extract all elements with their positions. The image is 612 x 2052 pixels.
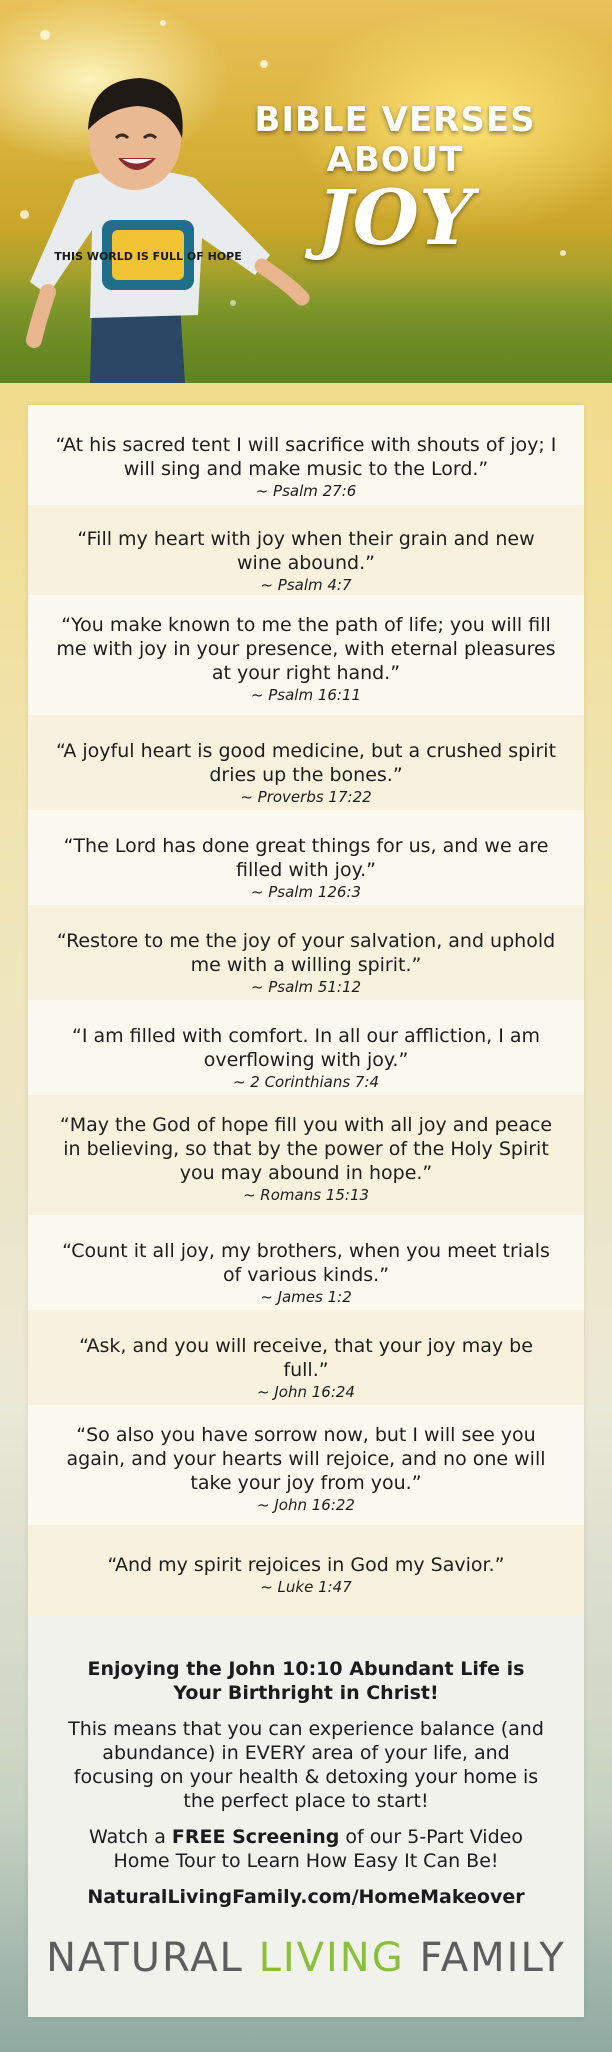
cta-watch-prefix: Watch a <box>89 1826 172 1848</box>
cta-watch-bold: FREE Screening <box>171 1826 340 1848</box>
verse-reference: ~ Psalm 27:6 <box>255 482 357 500</box>
verse-text: “You make known to me the path of life; you will fill me with joy in your presence, with eternal pleasures at your right hand.” <box>56 614 556 684</box>
verse-item <box>28 1215 584 1310</box>
call-to-action <box>28 1615 584 2017</box>
verse-reference: ~ Psalm 126:3 <box>250 883 362 901</box>
brand-word-family: FAMILY <box>419 1935 566 1981</box>
verse-reference: ~ Psalm 16:11 <box>250 686 362 704</box>
hero-title-top: BIBLE VERSES ABOUT <box>254 100 536 180</box>
verse-reference: ~ John 16:22 <box>257 1496 355 1514</box>
hero-title <box>190 100 600 262</box>
verse-reference: ~ John 16:24 <box>257 1383 355 1401</box>
verse-item <box>28 810 584 905</box>
hero-banner <box>0 0 612 383</box>
verse-item <box>28 1525 584 1615</box>
hero-title-main: JOY <box>316 173 474 262</box>
verse-item <box>28 1405 584 1525</box>
verse-text: “Fill my heart with joy when their grain and new wine abound.” <box>77 528 535 574</box>
verse-text: “May the God of hope fill you with all joy and peace in believing, so that by the power of the Holy Spirit you may abound in hope.” <box>59 1114 553 1184</box>
verse-text: “Count it all joy, my brothers, when you meet trials of various kinds.” <box>62 1240 550 1286</box>
verse-item <box>28 1310 584 1405</box>
verse-text: “At his sacred tent I will sacrifice with shouts of joy; I will sing and make music to the Lord.” <box>55 434 557 480</box>
verse-text: “Ask, and you will receive, that your joy may be full.” <box>79 1335 533 1381</box>
cta-heading: Enjoying the John 10:10 Abundant Life is Your Birthright in Christ! <box>87 1658 525 1704</box>
sparkle <box>160 20 166 26</box>
verse-text: “Restore to me the joy of your salvation, and uphold me with a willing spirit.” <box>56 930 556 976</box>
verse-text: “A joyful heart is good medicine, but a crushed spirit dries up the bones.” <box>55 740 557 786</box>
verse-text: “I am filled with comfort. In all our affliction, I am overflowing with joy.” <box>71 1025 541 1071</box>
verses-card <box>28 405 584 2017</box>
verse-item <box>28 405 584 505</box>
verse-reference: ~ Luke 1:47 <box>260 1578 352 1596</box>
verse-reference: ~ James 1:2 <box>260 1288 352 1306</box>
verse-item <box>28 1000 584 1095</box>
verse-item <box>28 595 584 715</box>
verse-item <box>28 1095 584 1215</box>
verse-text: “So also you have sorrow now, but I will see you again, and your hearts will rejoice, and no one will take your joy from you.” <box>66 1424 546 1494</box>
verse-text: “The Lord has done great things for us, and we are filled with joy.” <box>63 835 549 881</box>
verse-item <box>28 905 584 1000</box>
verse-reference: ~ Psalm 51:12 <box>250 978 362 996</box>
verse-reference: ~ Proverbs 17:22 <box>240 788 372 806</box>
shirt-text: THIS WORLD IS FULL OF HOPE <box>54 250 242 263</box>
verse-reference: ~ Romans 15:13 <box>242 1186 370 1204</box>
sparkle <box>40 30 50 40</box>
verse-item <box>28 505 584 595</box>
cta-body: This means that you can experience balance (and abundance) in EVERY area of your life, and focusing on your health & detoxing your home is the perfect place to start! <box>68 1718 544 1812</box>
verse-text: “And my spirit rejoices in God my Savior.” <box>107 1554 505 1576</box>
verse-item <box>28 715 584 810</box>
brand-word-natural: NATURAL <box>46 1935 244 1981</box>
brand-word-living: LIVING <box>258 1935 405 1981</box>
cta-watch-text <box>64 1825 548 1873</box>
cta-url-link[interactable]: NaturalLivingFamily.com/HomeMakeover <box>87 1886 525 1908</box>
cta-watch-suffix: of our 5-Part Video Home Tour to Learn How Easy It Can Be! <box>113 1826 523 1872</box>
brand-logo <box>28 1935 584 1981</box>
verse-reference: ~ 2 Corinthians 7:4 <box>232 1073 380 1091</box>
verse-reference: ~ Psalm 4:7 <box>260 576 352 594</box>
